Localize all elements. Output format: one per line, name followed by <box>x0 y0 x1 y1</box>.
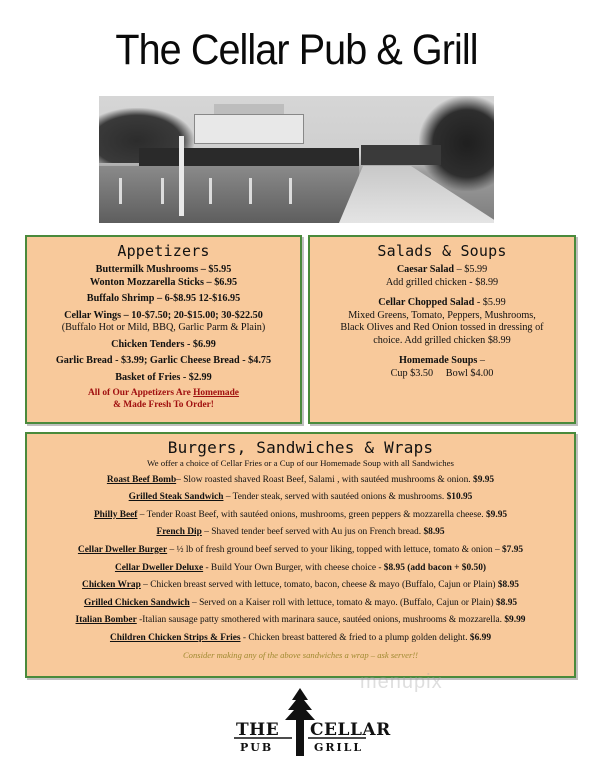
menu-item: Buttermilk Mushrooms – $5.95 <box>95 264 232 275</box>
menu-item-row <box>27 563 574 574</box>
appetizers-box <box>25 235 302 424</box>
menu-item: Wonton Mozzarella Sticks – $6.95 <box>89 276 238 288</box>
logo-pub: PUB <box>240 741 274 754</box>
burgers-heading: Burgers, Sandwiches & Wraps <box>167 438 434 457</box>
item-name: French Dip <box>156 527 202 538</box>
item-name: Roast Beef Bomb <box>106 474 177 485</box>
item-desc: – Served on a Kaiser roll with lettuce, tomato & mayo. (Buffalo, Cajun or Plain) <box>189 597 494 608</box>
fence-post <box>209 178 212 204</box>
chopped-salad <box>310 297 574 310</box>
menu-item: Cellar Wings – 10-$7.50; 20-$15.00; 30-$22.50 <box>64 309 263 321</box>
logo-the: THE <box>236 720 280 740</box>
item-price: $7.95 <box>501 544 524 555</box>
restaurant-photo <box>99 96 494 223</box>
menu-item-row <box>27 633 574 644</box>
menu-item-row <box>27 580 574 591</box>
item-desc: - Chicken breast battered & fried to a plump golden delight. <box>240 632 468 643</box>
pole <box>179 136 184 216</box>
menu-item-row <box>27 475 574 486</box>
soups-prices: Cup $3.50 Bowl $4.00 <box>390 367 494 379</box>
chopped-price: - $5.99 <box>474 297 506 308</box>
item-name: Grilled Steak Sandwich <box>128 492 224 503</box>
menu-item-row <box>27 527 574 538</box>
item-desc: – ½ lb of fresh ground beef served to your liking, topped with lettuce, tomato & onion – <box>167 544 500 555</box>
chopped-desc: Black Olives and Red Onion tossed in dressing of <box>340 322 544 333</box>
menu-item-note: (Buffalo Hot or Mild, BBQ, Garlic Parm & Plain) <box>61 322 266 333</box>
item-price: $8.95 <box>423 527 445 538</box>
item-price: $8.95 <box>497 580 519 591</box>
menu-item: Garlic Bread - $3.99; Garlic Cheese Bread - $4.75 <box>55 355 272 366</box>
field <box>99 166 359 223</box>
wrap-note: Consider making any of the above sandwiches a wrap – ask server!! <box>182 649 419 660</box>
burgers-box <box>25 432 576 678</box>
item-desc: -Italian sausage patty smothered with marinara sauce, sautéed onions, mushrooms & mozzarella. <box>136 615 502 626</box>
menu-item-row <box>27 615 574 626</box>
caesar-name: Caesar Salad <box>396 264 455 275</box>
menu-item: Chicken Tenders - $6.99 <box>111 338 216 350</box>
caesar-add: Add grilled chicken - $8.99 <box>385 276 499 288</box>
menu-item-row <box>27 598 574 609</box>
item-price: $9.95 <box>473 474 495 485</box>
appetizers-heading: Appetizers <box>117 242 210 260</box>
item-price: $9.99 <box>504 615 526 626</box>
appetizers-note-line2: & Made Fresh To Order! <box>113 399 214 410</box>
item-desc: – Chicken breast served with lettuce, tomato, bacon, cheese & mayo (Buffalo, Cajun or Plain) <box>140 580 496 591</box>
fence-post <box>249 178 252 204</box>
fence-post <box>119 178 122 204</box>
item-price: $10.95 <box>446 492 473 503</box>
menu-item: Basket of Fries - $2.99 <box>115 371 212 383</box>
watermark: menupix <box>360 671 443 693</box>
item-price: $6.99 <box>469 632 492 643</box>
appetizers-note <box>27 388 300 400</box>
soups-dash: – <box>477 355 486 366</box>
menu-title: The Cellar Pub & Grill <box>115 26 478 74</box>
logo-cellar: CELLAR <box>310 720 391 740</box>
chopped-desc: choice. Add grilled chicken $8.99 <box>373 334 511 346</box>
item-desc: - Build Your Own Burger, with cheese choice - <box>203 562 382 573</box>
item-name: Chicken Wrap <box>82 580 141 591</box>
menu-item-row <box>27 492 574 503</box>
tree-right <box>419 96 494 191</box>
item-desc: – Tender Roast Beef, with sautéed onions, mushrooms, green peppers & mozzarella cheese. <box>137 509 484 520</box>
item-name: Cellar Dweller Burger <box>77 544 168 555</box>
menu-item-row <box>27 510 574 521</box>
burgers-subheading: We offer a choice of Cellar Fries or a Cup of our Homemade Soup with all Sandwiches <box>147 458 454 468</box>
logo-grill: GRILL <box>314 741 364 754</box>
homemade-soups <box>310 355 574 368</box>
item-desc: – Slow roasted shaved Roast Beef, Salami , with sautéed mushrooms & onion. <box>176 474 471 485</box>
note-homemade: Homemade <box>193 388 239 398</box>
item-name: Italian Bomber <box>75 615 137 626</box>
salads-heading: Salads & Soups <box>377 242 507 260</box>
item-name: Grilled Chicken Sandwich <box>83 597 190 608</box>
note-text: All of Our Appetizers Are <box>88 388 194 398</box>
chopped-name: Cellar Chopped Salad <box>378 297 475 308</box>
item-desc: – Tender steak, served with sautéed onions & mushrooms. <box>223 492 445 503</box>
item-name: Children Chicken Strips & Fries <box>109 632 241 643</box>
item-price: $9.95 <box>485 509 508 520</box>
train-cars <box>361 145 441 165</box>
menu-item-row <box>27 545 574 556</box>
caesar-salad <box>310 264 574 277</box>
chopped-desc: Mixed Greens, Tomato, Peppers, Mushrooms, <box>348 309 536 321</box>
burger-list <box>27 475 574 644</box>
item-price: $8.95 <box>495 597 518 608</box>
menu-item: Buffalo Shrimp – 6-$8.95 12-$16.95 <box>86 293 241 304</box>
fence-post <box>161 178 164 204</box>
train <box>139 148 359 166</box>
item-name: Philly Beef <box>93 509 138 520</box>
cellar-logo <box>230 686 391 764</box>
salads-box <box>308 235 576 424</box>
caesar-price: – $5.99 <box>454 264 488 275</box>
fence-post <box>289 178 292 204</box>
soups-name: Homemade Soups <box>398 355 478 366</box>
item-price: $8.95 (add bacon + $0.50) <box>383 562 487 573</box>
item-name: Cellar Dweller Deluxe <box>114 562 204 573</box>
building <box>194 114 304 144</box>
item-desc: – Shaved tender beef served with Au jus on French bread. <box>201 527 422 538</box>
